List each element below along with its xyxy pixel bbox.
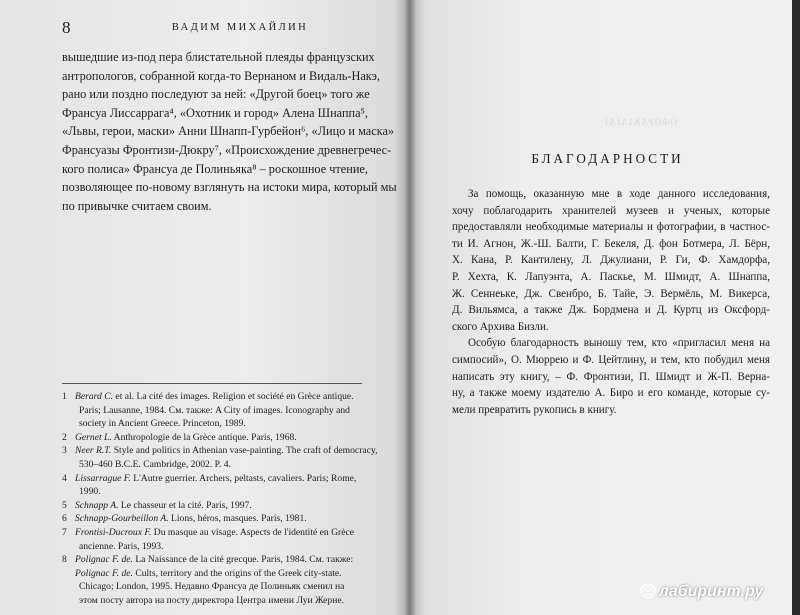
watermark bbox=[640, 583, 764, 601]
body-line: рано или поздно последуют за ней: «Другой боец» того же bbox=[62, 87, 370, 102]
ack-line: ну, а также моему издателю А. Биро и его команде, которые су- bbox=[452, 387, 770, 400]
footnote-text: et al. La cité des images. Religion et société en Grèce antique. bbox=[113, 391, 354, 402]
footnote-line bbox=[75, 390, 367, 404]
footnote-text: ancienne. Paris, 1993. bbox=[79, 540, 164, 552]
footnote-author: Schnapp A. bbox=[75, 499, 119, 511]
footnote-number: 7 bbox=[62, 526, 67, 538]
footnote-number: 5 bbox=[62, 499, 67, 511]
footnote-text: Chicago; London, 1995. Недавно Франсуа де Полиньяк сменил на bbox=[79, 581, 345, 593]
footnote bbox=[62, 526, 367, 553]
bleed-through-text: ΟΦΠΡΑΚΙΛΙΑΙ bbox=[604, 118, 678, 128]
footnote-line bbox=[75, 431, 367, 445]
section-title: БЛАГОДАРНОСТИ bbox=[531, 151, 684, 166]
footnote-line bbox=[75, 444, 378, 458]
ack-line: симпосий», О. Мюррею и Ф. Цейтлину, и тем, кто побудил меня bbox=[452, 353, 770, 366]
footnote-number: 3 bbox=[62, 445, 67, 457]
footnote bbox=[62, 472, 367, 499]
footnote-author: Schnapp-Gourbeillon A. bbox=[75, 513, 169, 525]
footnote-line bbox=[75, 417, 367, 431]
footnote bbox=[62, 499, 367, 513]
ack-line: Д. Вильямса, а также Дж. Бордмена и Д. Куртц из Оксфорд- bbox=[452, 304, 770, 317]
footnote-line bbox=[75, 526, 367, 540]
footnote-line bbox=[75, 512, 367, 526]
footnote-divider bbox=[62, 383, 362, 384]
body-line: позволяющее по-новому взглянуть на истоки мира, который мы bbox=[62, 180, 397, 195]
ack-line: написать эту книгу, – Ф. Фронтизи, П. Шмидт и Ж-П. Верна- bbox=[452, 370, 770, 383]
ack-line: мели превратить рукопись в книгу. bbox=[452, 403, 617, 416]
labirint-logo-icon bbox=[640, 583, 656, 599]
footnote-text: 530–460 B.C.E. Cambridge, 2002. P. 4. bbox=[79, 458, 231, 470]
book-gutter bbox=[404, 0, 416, 615]
body-text bbox=[62, 48, 397, 215]
footnote-text: Style and politics in Athenian vase-painting. The craft of democracy, bbox=[111, 445, 378, 457]
body-line: Франсуазы Фронтизи-Дюкру⁷, «Происхождение древнегречес- bbox=[62, 142, 392, 157]
footnote-author: Berard C. bbox=[75, 391, 114, 402]
footnote-author: Gernet L. bbox=[75, 431, 112, 443]
footnote-number: 8 bbox=[62, 554, 67, 566]
ack-line: Р. Хехта, К. Лапуэнта, А. Паскье, М. Шмидт, А. Шнаппа, bbox=[452, 270, 770, 283]
footnote-text: Anthropologie de la Grèce antique. Paris, 1968. bbox=[111, 431, 297, 443]
acknowledgements-text bbox=[452, 186, 770, 418]
footnote-number: 1 bbox=[62, 391, 67, 402]
footnote bbox=[62, 444, 378, 471]
footnote-text: Lions, héros, masques. Paris, 1981. bbox=[168, 513, 307, 525]
footnote-line bbox=[75, 567, 367, 581]
footnote-text: Cults, territory and the origins of the Greek city-state. bbox=[132, 567, 342, 579]
page-edge bbox=[792, 0, 800, 615]
page-number: 8 bbox=[62, 18, 71, 37]
ack-line: Ж. Сеннеькe, Дж. Свенбро, Б. Тайе, Э. Вермёль, М. Викерса, bbox=[452, 287, 770, 300]
footnote-text: La Naissance de la cité grecque. Paris, 1984. См. также: bbox=[132, 554, 354, 566]
body-line: кого полиса» Франсуа де Полиньяка⁸ – роскошное чтение, bbox=[62, 161, 368, 176]
footnote-author: Polignac F. de. bbox=[75, 567, 133, 579]
footnote-text: Du masque au visage. Aspects de l'identité en Grèce bbox=[151, 526, 354, 538]
footnote bbox=[62, 512, 367, 526]
footnote-line bbox=[75, 540, 367, 554]
footnote-line bbox=[75, 485, 367, 499]
body-line: вышедшие из-под пера блистательной плеяды французских bbox=[62, 50, 375, 64]
ack-line: Х. Кана, Р. Кантилену, Л. Джулиани, Р. Ги, Ф. Хамдорфа, bbox=[452, 254, 770, 267]
footnote-line bbox=[75, 499, 367, 513]
footnote-author: Lissarrague F. bbox=[75, 472, 131, 484]
footnote-number: 4 bbox=[62, 472, 67, 484]
footnotes bbox=[62, 390, 378, 608]
running-head: ВАДИМ МИХАЙЛИН bbox=[171, 22, 309, 33]
body-line: антропологов, собранной когда-то Вернаном и Видаль-Накэ, bbox=[62, 68, 380, 83]
footnote bbox=[62, 390, 367, 431]
footnote-line bbox=[75, 553, 367, 567]
footnote-author: Polignac F. de. bbox=[75, 554, 133, 566]
ack-line: Особую благодарность выношу тем, кто «пригласил меня на bbox=[468, 337, 770, 350]
footnote-text: L'Autre guerrier. Archers, peltasts, cavaliers. Paris; Rome, bbox=[130, 472, 357, 484]
ack-line: ского Архива Бизли. bbox=[452, 320, 549, 333]
footnote-number: 6 bbox=[62, 513, 67, 525]
footnote-line bbox=[75, 472, 367, 486]
footnote-line bbox=[75, 458, 367, 472]
ack-line: За помощь, оказанную мне в ходе данного исследования, bbox=[468, 188, 770, 200]
watermark-text: лабиринт.ру bbox=[659, 583, 764, 600]
ack-line: ти И. Агнон, Ж.-Ш. Балти, Г. Бекеля, Д. фон Ботмера, Л. Бёрн, bbox=[452, 237, 770, 250]
footnote-author: Neer R.T. bbox=[75, 445, 112, 457]
footnote-text: 1990. bbox=[79, 486, 101, 498]
ack-line: предоставляли необходимые материалы и фотографии, в частнос- bbox=[452, 221, 770, 234]
ack-line: хочу поблагодарить хранителей музеев и ученых, которые bbox=[452, 204, 770, 217]
footnote-author: Frontisi-Ducroux F. bbox=[75, 526, 152, 538]
footnote-text: society in Ancient Greece. Princeton, 1989. bbox=[79, 418, 246, 430]
footnote bbox=[62, 553, 367, 607]
footnote-text: Paris; Lausanne, 1984. См. также: A City of images. Iconography and bbox=[79, 404, 350, 416]
footnote-text: Le chasseur et la cité. Paris, 1997. bbox=[118, 499, 252, 511]
footnote-line bbox=[75, 580, 367, 594]
footnote-text: этом посту автора на посту директора Центра имени Луи Жерне. bbox=[79, 594, 344, 606]
footnote-number: 2 bbox=[62, 431, 67, 443]
footnote bbox=[62, 431, 367, 445]
body-line: по привычке считаем своим. bbox=[62, 198, 212, 213]
body-line: «Львы, герои, маски» Анни Шнапп-Гурбейон⁶, «Лицо и маска» bbox=[62, 124, 395, 139]
footnote-line bbox=[75, 594, 367, 608]
body-line: Франсуа Лиссаррага⁴, «Охотник и город» Алена Шнаппа⁵, bbox=[62, 105, 368, 120]
footnote-line bbox=[75, 404, 367, 418]
